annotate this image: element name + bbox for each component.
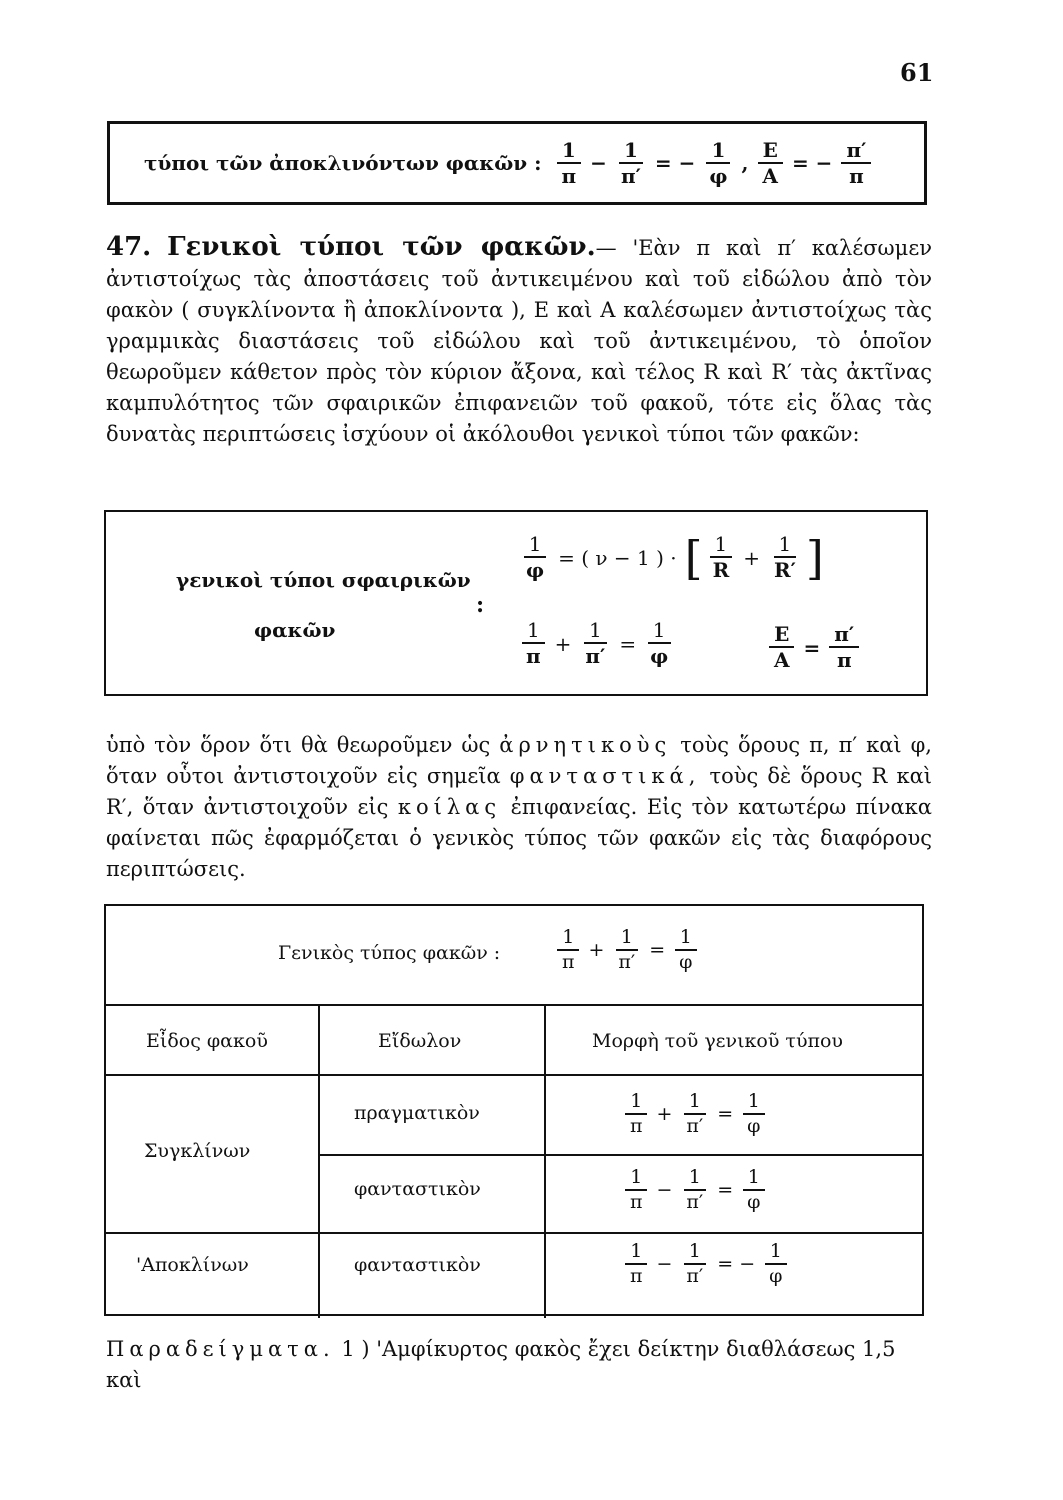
column-header-image: Εἴδωλον xyxy=(378,1030,462,1052)
frac-numerator: 1 xyxy=(584,620,607,644)
operator: = − xyxy=(791,151,833,175)
frac-denominator: A xyxy=(774,648,790,672)
general-lens-formula-box xyxy=(104,510,928,696)
frac-numerator: 1 xyxy=(557,140,581,164)
operator: − xyxy=(656,1253,673,1276)
operator: + xyxy=(656,1103,673,1126)
frac-numerator: 1 xyxy=(684,1092,706,1115)
frac-numerator: π′ xyxy=(841,140,871,164)
general-formula-label-line1: γενικοὶ τύποι σφαιρικῶν xyxy=(176,568,471,592)
frac-numerator: π′ xyxy=(829,624,859,648)
frac-numerator: 1 xyxy=(524,534,547,558)
frac-numerator: 1 xyxy=(619,140,643,164)
table-row-divider-1 xyxy=(318,1154,924,1156)
lens-type-diverging: 'Αποκλίνων xyxy=(136,1254,249,1276)
examples-label: Παραδείγματα. xyxy=(106,1337,335,1361)
frac-numerator: 1 xyxy=(774,534,797,558)
general-formula-table-label: Γενικὸς τύπος φακῶν : xyxy=(278,942,501,964)
diverging-lens-formula-box xyxy=(107,121,927,205)
table-header-divider xyxy=(106,1074,922,1076)
lensmaker-equation xyxy=(518,530,826,585)
frac-numerator: 1 xyxy=(625,1092,647,1115)
frac-denominator: π′ xyxy=(686,1114,704,1137)
operator: = xyxy=(803,635,821,660)
section-title: Γενικοὶ τύποι τῶν φακῶν. xyxy=(167,232,596,262)
para2-part4: ἐπιφανείας. Εἰς τὸν κατωτέρω πίνακα φαίνεται πῶς ἐφαρμόζεται ὁ γενικὸς τύπος τῶν φακῶν εἰς τὰς διαφόρους περιπτώσεις. xyxy=(106,795,932,881)
frac-numerator: 1 xyxy=(684,1242,706,1265)
label-colon: : xyxy=(476,592,485,618)
operator: = xyxy=(649,939,666,962)
diverging-lens-equation xyxy=(554,137,736,188)
frac-numerator: 1 xyxy=(743,1168,765,1191)
column-header-lens-type: Εἶδος φακοῦ xyxy=(146,1030,268,1052)
diverging-formula-label: τύποι τῶν ἀποκλινόντων φακῶν : xyxy=(144,151,542,175)
table-general-formula-row xyxy=(106,906,922,1006)
frac-denominator: R xyxy=(712,558,730,582)
para2-part3: τοὺς δὲ ὅρους R καὶ R′, ὅταν ἀντιστοιχοῦν εἰς xyxy=(106,764,932,819)
frac-numerator: 1 xyxy=(765,1242,787,1265)
magnification-equation xyxy=(766,624,862,671)
operator: + xyxy=(743,545,760,570)
frac-numerator: 1 xyxy=(706,140,730,164)
emphasis-concave: κοίλας xyxy=(397,795,502,819)
lens-type-converging: Συγκλίνων xyxy=(144,1140,251,1162)
operator: = − xyxy=(654,151,696,175)
section-body: — 'Εὰν π καὶ π′ καλέσωμεν ἀντιστοίχως τὰς ἀποστάσεις τοῦ ἀντικειμένου καὶ τοῦ εἰδώλου ἀπὸ τὸν φακὸν ( συγκλίνοντα ἢ ἀποκλίνοντα ), Ε καὶ Α καλέσωμεν ἀντιστοίχως τὰς γραμμικὰς διαστάσεις τοῦ εἰδώλου καὶ τοῦ ἀντικειμένου, τὸ ὁποῖον θεωροῦμεν κάθετον πρὸς τὸν κύριον ἄξονα, καὶ τέλος R καὶ R′ τὰς ἀκτῖνας καμπυλότητος τῶν σφαιρικῶν ἐπιφανειῶν τοῦ φακοῦ, τότε εἰς ὅλας τὰς δυνατὰς περιπτώσεις ἰσχύουν οἱ ἀκόλουθοι γενικοὶ τύποι τῶν φακῶν: xyxy=(106,236,932,446)
operator: − xyxy=(590,151,607,175)
operator: − xyxy=(656,1179,673,1202)
frac-numerator: E xyxy=(769,624,794,648)
frac-denominator: π xyxy=(526,644,541,668)
frac-numerator: E xyxy=(758,140,783,164)
page-number: 61 xyxy=(900,58,934,87)
emphasis-virtual: φανταστικά, xyxy=(509,764,701,788)
separator-comma: , xyxy=(741,151,749,175)
emphasis-negative: ἀρνητικοὺς xyxy=(499,733,672,757)
table-col-divider-1 xyxy=(318,1004,320,1318)
frac-denominator: π xyxy=(561,163,577,188)
frac-denominator: π xyxy=(630,1264,643,1287)
formula-converging-virtual xyxy=(622,1168,768,1213)
frac-numerator: 1 xyxy=(625,1242,647,1265)
sign-convention-paragraph xyxy=(106,730,932,885)
frac-numerator: 1 xyxy=(743,1092,765,1115)
table-col-divider-2 xyxy=(544,1004,546,1318)
image-type-real: πραγματικὸν xyxy=(354,1102,480,1124)
column-header-formula-form: Μορφὴ τοῦ γενικοῦ τύπου xyxy=(592,1030,843,1052)
frac-denominator: φ xyxy=(709,163,728,188)
frac-numerator: 1 xyxy=(684,1168,706,1191)
lens-cases-table xyxy=(104,904,924,1316)
image-type-virtual-diverging: φανταστικὸν xyxy=(354,1254,481,1276)
frac-denominator: R′ xyxy=(773,558,796,582)
frac-denominator: π′ xyxy=(585,644,606,668)
frac-denominator: φ xyxy=(747,1114,761,1137)
frac-denominator: A xyxy=(762,163,778,188)
lens-equation xyxy=(518,620,676,667)
frac-denominator: φ xyxy=(769,1264,783,1287)
diverging-magnification-equation xyxy=(754,137,874,188)
frac-denominator: π xyxy=(630,1190,643,1213)
formula-converging-real xyxy=(622,1092,768,1137)
operator: = xyxy=(717,1103,734,1126)
para2-part2: τοὺς ὅρους π, π′ καὶ φ, ὅταν οὗτοι ἀντιστοιχοῦν εἰς σημεῖα xyxy=(106,733,932,788)
frac-denominator: π xyxy=(562,950,575,973)
frac-numerator: 1 xyxy=(675,928,697,951)
frac-denominator: π′ xyxy=(620,163,641,188)
image-type-virtual: φανταστικὸν xyxy=(354,1178,481,1200)
para2-part1: ὑπὸ τὸν ὅρον ὅτι θὰ θεωροῦμεν ὡς xyxy=(106,733,491,757)
frac-denominator: φ xyxy=(747,1190,761,1213)
frac-denominator: π′ xyxy=(686,1264,704,1287)
frac-denominator: π′ xyxy=(686,1190,704,1213)
frac-denominator: φ xyxy=(526,558,545,582)
formula-diverging-virtual xyxy=(622,1242,790,1287)
operator: + xyxy=(588,939,605,962)
examples-text: 1 ) 'Αμφίκυρτος φακὸς ἔχει δείκτην διαθλάσεως 1,5 καὶ xyxy=(106,1337,896,1392)
frac-denominator: π xyxy=(849,163,864,188)
frac-denominator: π xyxy=(836,648,852,672)
operator: = xyxy=(619,631,637,656)
section-47-paragraph xyxy=(106,232,932,450)
operator: + xyxy=(554,631,572,656)
frac-numerator: 1 xyxy=(625,1168,647,1191)
frac-denominator: π′ xyxy=(618,950,636,973)
right-bracket: ] xyxy=(805,530,824,585)
section-number: 47. xyxy=(106,232,152,262)
table-row-divider-2 xyxy=(106,1232,922,1234)
frac-denominator: φ xyxy=(650,644,669,668)
frac-numerator: 1 xyxy=(616,928,638,951)
operator: = − xyxy=(717,1253,756,1276)
frac-denominator: π xyxy=(630,1114,643,1137)
frac-numerator: 1 xyxy=(557,928,579,951)
general-formula-table-equation xyxy=(554,928,700,973)
frac-denominator: φ xyxy=(679,950,693,973)
left-bracket: [ xyxy=(684,530,703,585)
examples-line xyxy=(106,1334,932,1396)
frac-numerator: 1 xyxy=(522,620,545,644)
general-formula-label-line2: φακῶν xyxy=(254,618,336,642)
frac-numerator: 1 xyxy=(648,620,671,644)
operator: = xyxy=(717,1179,734,1202)
frac-numerator: 1 xyxy=(710,534,733,558)
refractive-index-factor: = ( ν − 1 ) · xyxy=(558,545,677,570)
